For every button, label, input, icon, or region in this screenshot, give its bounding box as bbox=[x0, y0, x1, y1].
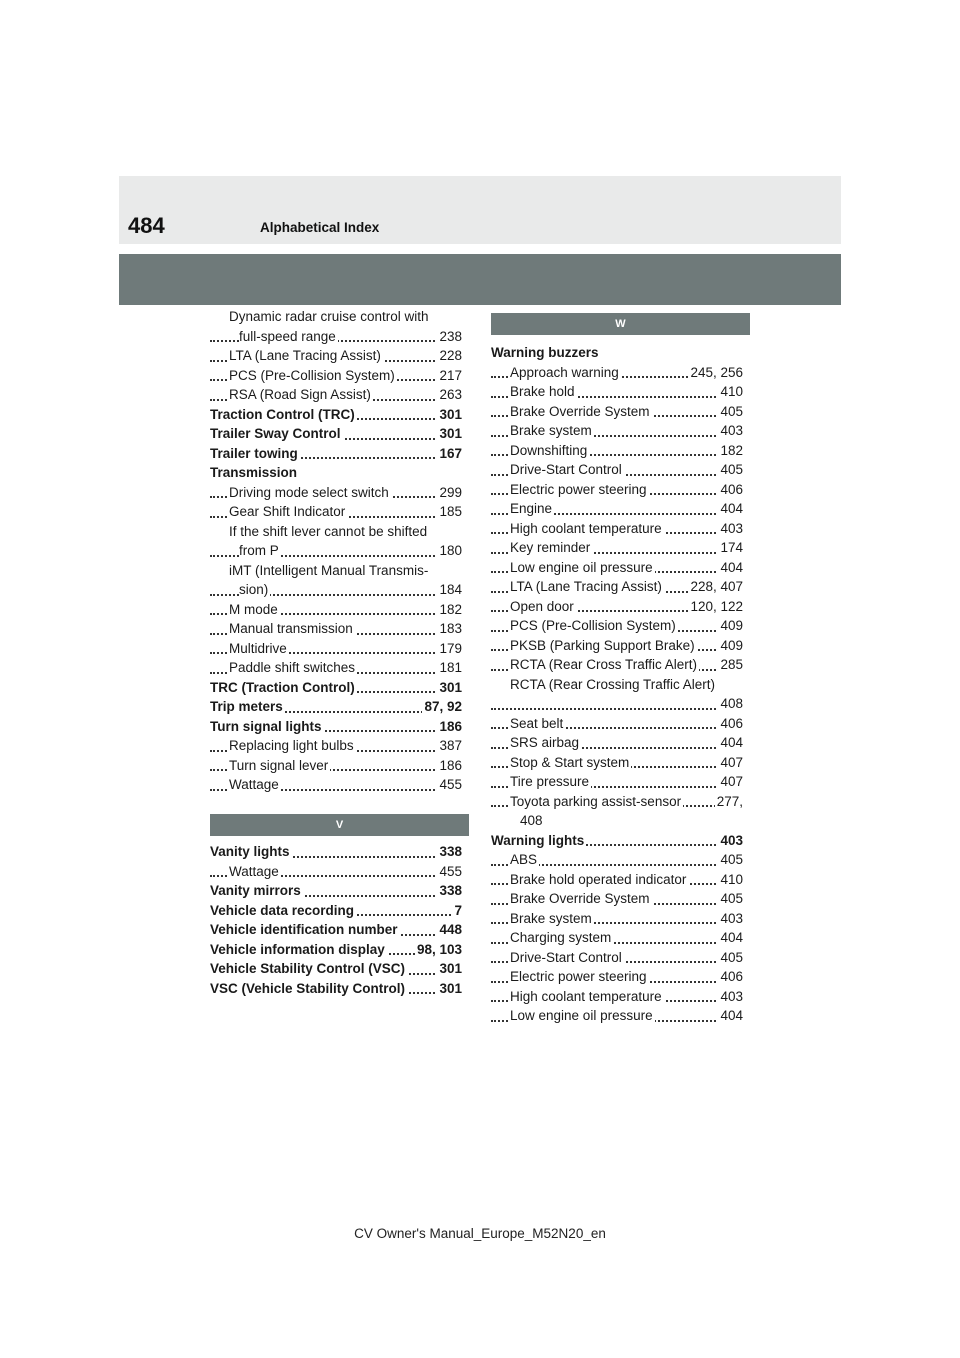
index-page-ref: 167 bbox=[437, 444, 462, 464]
index-page-ref: 410 bbox=[718, 870, 743, 890]
index-term: Brake system bbox=[510, 909, 594, 929]
index-term: SRS airbag bbox=[510, 733, 581, 753]
index-term: Trip meters bbox=[210, 697, 285, 717]
index-entry bbox=[491, 616, 743, 636]
index-page-ref: 217 bbox=[437, 366, 462, 386]
index-term: TRC (Traction Control) bbox=[210, 678, 357, 698]
index-term: Turn signal lever bbox=[229, 756, 330, 776]
index-entry bbox=[491, 753, 743, 773]
index-page-ref: 301 bbox=[437, 424, 462, 444]
index-entry bbox=[491, 948, 743, 968]
index-entry bbox=[210, 736, 462, 756]
index-page-ref: 404 bbox=[718, 499, 743, 519]
index-term: Brake system bbox=[510, 421, 594, 441]
index-entry bbox=[210, 483, 462, 503]
index-term: Electric power steering bbox=[510, 480, 649, 500]
index-page-ref: 405 bbox=[718, 948, 743, 968]
index-page-ref: 405 bbox=[718, 402, 743, 422]
index-term: Approach warning bbox=[510, 363, 621, 383]
index-entry bbox=[491, 987, 743, 1007]
index-page-ref: 186 bbox=[437, 717, 462, 737]
index-page-ref: 406 bbox=[718, 967, 743, 987]
index-term: M mode bbox=[229, 600, 280, 620]
index-entry bbox=[210, 463, 462, 483]
index-term: If the shift lever cannot be shifted bbox=[229, 522, 429, 542]
index-page-ref: 238 bbox=[437, 327, 462, 347]
index-page-ref: 183 bbox=[437, 619, 462, 639]
index-page-ref: 407 bbox=[718, 753, 743, 773]
index-entry bbox=[210, 881, 462, 901]
index-page-ref: 407 bbox=[718, 772, 743, 792]
index-entry bbox=[491, 363, 743, 383]
index-page-ref: 174 bbox=[718, 538, 743, 558]
index-entry bbox=[210, 327, 462, 347]
index-page-ref: 120, 122 bbox=[688, 597, 743, 617]
index-page-ref: 410 bbox=[718, 382, 743, 402]
index-page-ref: 301 bbox=[437, 405, 462, 425]
index-entry bbox=[210, 405, 462, 425]
index-entry bbox=[210, 697, 462, 717]
index-term: Multidrive bbox=[229, 639, 289, 659]
index-term: Tire pressure bbox=[510, 772, 591, 792]
index-entry bbox=[491, 343, 743, 363]
index-page-ref: 408 bbox=[718, 694, 743, 714]
index-page-ref: 406 bbox=[718, 480, 743, 500]
index-page-ref: 180 bbox=[437, 541, 462, 561]
index-term: Wattage bbox=[229, 775, 281, 795]
index-entry bbox=[491, 597, 743, 617]
index-term: Vehicle information display bbox=[210, 940, 387, 960]
index-term: Traction Control (TRC) bbox=[210, 405, 357, 425]
index-entry bbox=[210, 600, 462, 620]
index-page-ref: 403 bbox=[718, 909, 743, 929]
index-term: Low engine oil pressure bbox=[510, 558, 655, 578]
index-page-ref: 98, 103 bbox=[415, 940, 462, 960]
index-entry bbox=[210, 756, 462, 776]
index-entry bbox=[210, 580, 462, 600]
index-term: Trailer Sway Control bbox=[210, 424, 343, 444]
index-page-ref: 455 bbox=[437, 775, 462, 795]
index-term: Vanity lights bbox=[210, 842, 292, 862]
index-column-right-w bbox=[491, 343, 743, 1026]
index-page-ref: 448 bbox=[437, 920, 462, 940]
index-entry bbox=[491, 499, 743, 519]
index-term: from P bbox=[239, 541, 281, 561]
index-page-ref: 228 bbox=[437, 346, 462, 366]
index-entry bbox=[491, 519, 743, 539]
index-entry bbox=[210, 541, 462, 561]
index-entry bbox=[491, 480, 743, 500]
index-entry bbox=[491, 714, 743, 734]
index-term: Turn signal lights bbox=[210, 717, 324, 737]
index-page-ref: 185 bbox=[437, 502, 462, 522]
index-term: Vehicle data recording bbox=[210, 901, 356, 921]
index-term: Gear Shift Indicator bbox=[229, 502, 347, 522]
index-term: Driving mode select switch bbox=[229, 483, 391, 503]
letter-heading-w: W bbox=[491, 313, 750, 335]
index-page-ref: 301 bbox=[437, 959, 462, 979]
dot-leader bbox=[491, 708, 743, 710]
index-term: Stop & Start system bbox=[510, 753, 631, 773]
index-entry bbox=[491, 636, 743, 656]
index-entry bbox=[491, 558, 743, 578]
index-entry bbox=[491, 889, 743, 909]
index-page-ref: 301 bbox=[437, 678, 462, 698]
letter-heading-v: V bbox=[210, 814, 469, 836]
index-page-ref: 387 bbox=[437, 736, 462, 756]
index-entry bbox=[210, 920, 462, 940]
index-page-ref: 181 bbox=[437, 658, 462, 678]
index-entry bbox=[491, 733, 743, 753]
index-entry bbox=[210, 444, 462, 464]
index-entry bbox=[491, 811, 743, 831]
section-title: Alphabetical Index bbox=[260, 220, 380, 235]
index-entry bbox=[210, 522, 462, 542]
index-entry bbox=[210, 366, 462, 386]
index-term: Warning lights bbox=[491, 831, 586, 851]
index-entry bbox=[491, 831, 743, 851]
index-entry bbox=[210, 385, 462, 405]
index-page-ref: 404 bbox=[718, 558, 743, 578]
index-entry bbox=[491, 870, 743, 890]
header-band bbox=[119, 176, 841, 244]
index-term: High coolant temperature bbox=[510, 987, 664, 1007]
index-term: sion) bbox=[239, 580, 270, 600]
index-entry bbox=[491, 909, 743, 929]
index-term: Paddle shift switches bbox=[229, 658, 357, 678]
index-term: Charging system bbox=[510, 928, 613, 948]
index-entry bbox=[210, 940, 462, 960]
index-entry bbox=[210, 561, 462, 581]
page-number: 484 bbox=[128, 213, 165, 238]
index-page-ref: 406 bbox=[718, 714, 743, 734]
index-term: Vanity mirrors bbox=[210, 881, 303, 901]
index-entry bbox=[210, 658, 462, 678]
index-term: LTA (Lane Tracing Assist) bbox=[510, 577, 664, 597]
index-page-ref: 404 bbox=[718, 928, 743, 948]
index-entry bbox=[491, 538, 743, 558]
index-page-ref: 405 bbox=[718, 850, 743, 870]
index-entry bbox=[491, 694, 743, 714]
index-entry bbox=[491, 675, 743, 695]
index-entry bbox=[491, 460, 743, 480]
index-term: Key reminder bbox=[510, 538, 592, 558]
index-page-ref: 301 bbox=[437, 979, 462, 999]
index-page-ref: 455 bbox=[437, 862, 462, 882]
index-page-ref: 403 bbox=[718, 987, 743, 1007]
index-entry bbox=[491, 402, 743, 422]
index-page-ref: 245, 256 bbox=[688, 363, 743, 383]
index-entry bbox=[491, 441, 743, 461]
index-entry bbox=[491, 967, 743, 987]
index-entry bbox=[491, 850, 743, 870]
index-term: Vehicle identification number bbox=[210, 920, 400, 940]
index-term: Downshifting bbox=[510, 441, 589, 461]
index-term: Brake hold bbox=[510, 382, 577, 402]
index-term: VSC (Vehicle Stability Control) bbox=[210, 979, 407, 999]
index-page-ref: 186 bbox=[437, 756, 462, 776]
header-bar bbox=[119, 254, 841, 305]
index-term: Replacing light bulbs bbox=[229, 736, 356, 756]
index-entry bbox=[210, 979, 462, 999]
index-entry bbox=[210, 307, 462, 327]
index-entry bbox=[491, 577, 743, 597]
index-page-ref: 403 bbox=[718, 831, 743, 851]
index-term: Toyota parking assist-sensor bbox=[510, 792, 683, 812]
index-page-ref: 403 bbox=[718, 519, 743, 539]
index-page-ref: 338 bbox=[437, 881, 462, 901]
index-entry bbox=[210, 346, 462, 366]
index-page-ref: 409 bbox=[718, 636, 743, 656]
index-term: PKSB (Parking Support Brake) bbox=[510, 636, 697, 656]
index-entry bbox=[210, 424, 462, 444]
index-page-ref: 403 bbox=[718, 421, 743, 441]
index-page-ref: 409 bbox=[718, 616, 743, 636]
index-term: Brake hold operated indicator bbox=[510, 870, 688, 890]
index-term: PCS (Pre-Collision System) bbox=[229, 366, 397, 386]
index-page-ref: 184 bbox=[437, 580, 462, 600]
index-page-ref: 7 bbox=[452, 901, 462, 921]
index-page-ref: 404 bbox=[718, 1006, 743, 1026]
index-term: Dynamic radar cruise control with bbox=[229, 307, 431, 327]
index-term: Manual transmission bbox=[229, 619, 355, 639]
index-term: Low engine oil pressure bbox=[510, 1006, 655, 1026]
index-entry bbox=[210, 502, 462, 522]
index-term: Brake Override System bbox=[510, 889, 652, 909]
index-term: Brake Override System bbox=[510, 402, 652, 422]
index-term: RCTA (Rear Cross Traffic Alert) bbox=[510, 655, 699, 675]
index-term: Wattage bbox=[229, 862, 281, 882]
index-term: PCS (Pre-Collision System) bbox=[510, 616, 678, 636]
index-term: Vehicle Stability Control (VSC) bbox=[210, 959, 407, 979]
index-entry bbox=[210, 842, 462, 862]
footer-doc-id: CV Owner's Manual_Europe_M52N20_en bbox=[354, 1226, 606, 1241]
index-entry bbox=[210, 619, 462, 639]
index-term: Trailer towing bbox=[210, 444, 300, 464]
index-entry bbox=[210, 678, 462, 698]
index-page-ref: 338 bbox=[437, 842, 462, 862]
index-term: Seat belt bbox=[510, 714, 565, 734]
index-term: ABS bbox=[510, 850, 539, 870]
index-entry bbox=[491, 928, 743, 948]
index-column-left-top bbox=[210, 307, 462, 795]
index-page-ref: 182 bbox=[718, 441, 743, 461]
index-term: Drive-Start Control bbox=[510, 948, 624, 968]
index-term: High coolant temperature bbox=[510, 519, 664, 539]
index-entry bbox=[491, 655, 743, 675]
index-entry bbox=[491, 772, 743, 792]
index-page-ref: 405 bbox=[718, 460, 743, 480]
index-page-ref: 263 bbox=[437, 385, 462, 405]
index-page-ref: 405 bbox=[718, 889, 743, 909]
index-entry bbox=[210, 639, 462, 659]
index-term: Electric power steering bbox=[510, 967, 649, 987]
index-term: RSA (Road Sign Assist) bbox=[229, 385, 373, 405]
index-term: Transmission bbox=[210, 463, 299, 483]
index-term: iMT (Intelligent Manual Transmis- bbox=[229, 561, 430, 581]
index-term: Open door bbox=[510, 597, 576, 617]
index-entry bbox=[491, 421, 743, 441]
index-page-ref: 179 bbox=[437, 639, 462, 659]
index-page-ref: 182 bbox=[437, 600, 462, 620]
index-term: Drive-Start Control bbox=[510, 460, 624, 480]
index-entry bbox=[491, 792, 743, 812]
index-term: Engine bbox=[510, 499, 554, 519]
index-page-ref: 228, 407 bbox=[688, 577, 743, 597]
index-page-ref: 299 bbox=[437, 483, 462, 503]
index-term: Warning buzzers bbox=[491, 343, 601, 363]
index-entry bbox=[491, 382, 743, 402]
index-entry bbox=[210, 717, 462, 737]
index-page-ref: 285 bbox=[718, 655, 743, 675]
index-entry bbox=[210, 862, 462, 882]
index-term: RCTA (Rear Crossing Traffic Alert) bbox=[510, 675, 717, 695]
index-entry bbox=[491, 1006, 743, 1026]
index-entry bbox=[210, 775, 462, 795]
index-term: 408 bbox=[520, 811, 545, 831]
index-page-ref: 404 bbox=[718, 733, 743, 753]
index-page-ref: 87, 92 bbox=[422, 697, 462, 717]
index-term: full-speed range bbox=[239, 327, 338, 347]
index-entry bbox=[210, 959, 462, 979]
index-column-left-v bbox=[210, 842, 462, 998]
index-term: LTA (Lane Tracing Assist) bbox=[229, 346, 383, 366]
index-entry bbox=[210, 901, 462, 921]
index-page-ref: 277, bbox=[715, 792, 743, 812]
